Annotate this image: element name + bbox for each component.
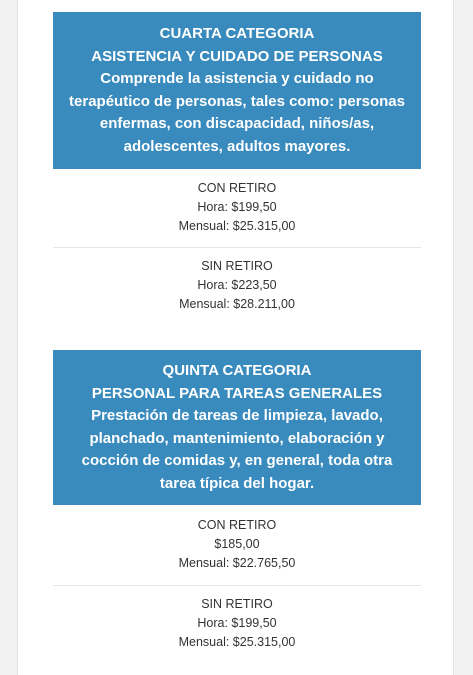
option-monthly-rate: Mensual: $25.315,00 [178,219,296,233]
option-title: SIN RETIRO [201,597,273,611]
category-description-line: terapéutico de personas, tales como: personas [69,92,405,110]
rate-option-con-retiro [53,516,421,573]
category-header-cuarta [53,12,421,169]
category-description-line: cocción de comidas y, en general, toda otra [81,452,393,469]
rate-option-sin-retiro [53,257,421,314]
category-description-line: adolescentes, adultos mayores. [123,137,351,155]
option-monthly-rate: Mensual: $28.211,00 [179,297,295,311]
category-description-line: enfermas, con discapacidad, niños/as, [99,115,375,132]
option-monthly-rate: Mensual: $25.315,00 [178,635,296,649]
rate-option-sin-retiro [53,595,421,652]
category-subtitle: ASISTENCIA Y CUIDADO DE PERSONAS [91,47,383,65]
option-hourly-rate: Hora: $223,50 [197,278,277,292]
category-description-line: tarea típica del hogar. [159,474,315,492]
category-header-quinta [53,350,421,505]
divider [53,247,421,248]
rate-option-con-retiro [53,179,421,236]
category-description-line: planchado, mantenimiento, elaboración y [89,429,385,447]
option-title: CON RETIRO [197,181,277,195]
option-monthly-rate: Mensual: $22.765,50 [178,556,296,570]
option-hourly-rate: Hora: $199,50 [197,200,277,214]
category-description-line: Comprende la asistencia y cuidado no [100,70,374,87]
option-title: SIN RETIRO [201,259,273,273]
option-title: CON RETIRO [197,518,277,532]
category-description-line: Prestación de tareas de limpieza, lavado, [91,407,383,424]
divider [53,585,421,586]
category-subtitle: PERSONAL PARA TAREAS GENERALES [91,384,383,402]
category-title: QUINTA CATEGORIA [162,362,312,379]
option-hourly-rate: Hora: $199,50 [197,616,277,630]
category-title: CUARTA CATEGORIA [159,25,315,42]
option-hourly-rate: $185,00 [214,537,260,551]
